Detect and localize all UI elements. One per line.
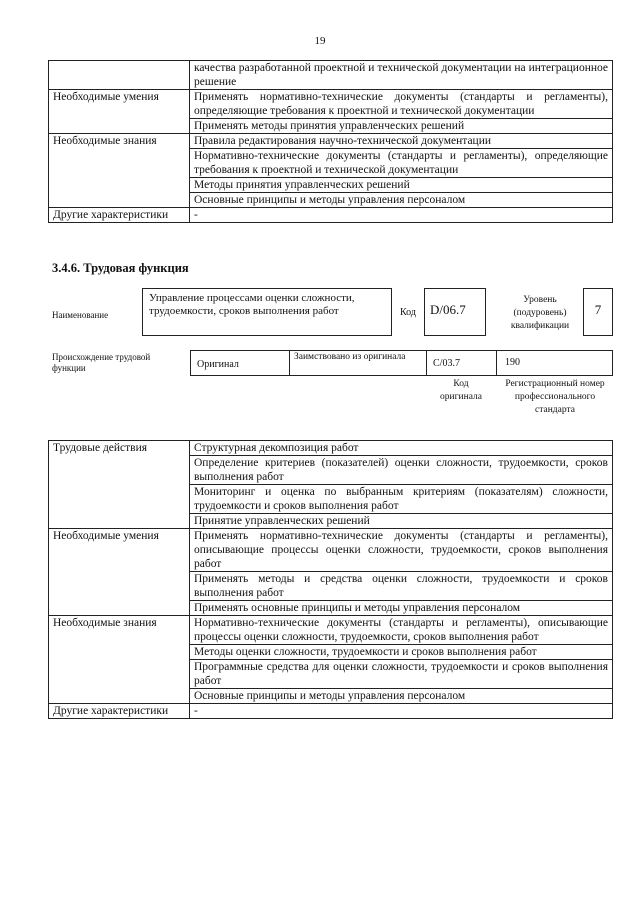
row-label: Необходимые знания — [49, 616, 190, 645]
orig-code-cell — [426, 350, 497, 376]
row-label — [49, 485, 190, 514]
row-value: Методы принятия управленческих решений — [190, 178, 613, 193]
section-title: 3.4.6. Трудовая функция — [52, 261, 189, 275]
function-details-table — [48, 440, 613, 719]
row-label — [49, 61, 190, 90]
origin-label: Происхождение трудовой функции — [52, 352, 151, 373]
table-row — [49, 90, 613, 119]
row-label: Необходимые умения — [49, 90, 190, 119]
row-value: Применять методы и средства оценки сложности, трудоемкости и сроков выполнения работ — [190, 572, 613, 601]
table-row — [49, 645, 613, 660]
level-label: Уровень (подуровень) квалификации — [510, 295, 570, 331]
row-label: Другие характеристики — [49, 208, 190, 223]
table-row — [49, 61, 613, 90]
table-row — [49, 514, 613, 529]
origin-reg-number: 190 — [505, 357, 520, 368]
name-label: Наименование — [52, 310, 109, 320]
table-row — [49, 441, 613, 456]
origin-original: Оригинал — [197, 359, 239, 370]
origin-borrowed: Заимствовано из оригинала — [294, 352, 406, 362]
table-row — [49, 119, 613, 134]
row-value: качества разработанной проектной и технической документации на интеграционное решение — [190, 61, 613, 90]
table-row — [49, 456, 613, 485]
row-value: Применять нормативно-технические документы (стандарты и регламенты), определяющие требования к проектной и технической документации — [190, 90, 613, 119]
page-number: 19 — [314, 35, 326, 47]
row-value: Определение критериев (показателей) оценки сложности, трудоемкости, сроков выполнения работ — [190, 456, 613, 485]
row-label: Другие характеристики — [49, 704, 190, 719]
table-row — [49, 485, 613, 514]
function-code: D/06.7 — [430, 302, 466, 317]
row-label — [49, 178, 190, 193]
code-caption: Код оригинала — [440, 379, 482, 402]
row-label: Трудовые действия — [49, 441, 190, 456]
table-row — [49, 529, 613, 572]
code-box — [424, 288, 486, 336]
table-row — [49, 704, 613, 719]
row-label — [49, 601, 190, 616]
row-label — [49, 660, 190, 689]
row-value: Основные принципы и методы управления персоналом — [190, 689, 613, 704]
row-label: Необходимые умения — [49, 529, 190, 572]
skills-knowledge-table-top — [48, 60, 613, 223]
row-value: Применять нормативно-технические документы (стандарты и регламенты), описывающие процессы оценки сложности, трудоемкости, сроков выполнения работ — [190, 529, 613, 572]
row-label: Необходимые знания — [49, 134, 190, 149]
level-value: 7 — [594, 302, 602, 317]
reg-caption: Регистрационный номер профессионального стандарта — [505, 379, 605, 415]
table-row — [49, 660, 613, 689]
table-row — [49, 616, 613, 645]
row-value: Применять основные принципы и методы управления персоналом — [190, 601, 613, 616]
row-value: Основные принципы и методы управления персоналом — [190, 193, 613, 208]
row-label — [49, 514, 190, 529]
row-label — [49, 456, 190, 485]
row-value: - — [190, 704, 613, 719]
row-label — [49, 119, 190, 134]
level-box — [583, 288, 613, 336]
table-row — [49, 134, 613, 149]
row-value: Программные средства для оценки сложности, трудоемкости и сроков выполнения работ — [190, 660, 613, 689]
row-label — [49, 193, 190, 208]
function-name: Управление процессами оценки сложности, трудоемкости, сроков выполнения работ — [149, 292, 355, 317]
table-row — [49, 572, 613, 601]
table-row — [49, 178, 613, 193]
row-value: Нормативно-технические документы (стандарты и регламенты), описывающие процессы оценки сложности, трудоемкости, сроков выполнения работ — [190, 616, 613, 645]
origin-cell — [190, 350, 290, 376]
row-value: Принятие управленческих решений — [190, 514, 613, 529]
row-label — [49, 645, 190, 660]
row-value: Нормативно-технические документы (стандарты и регламенты), определяющие требования к проектной и технической документации — [190, 149, 613, 178]
row-label — [49, 689, 190, 704]
row-value: Структурная декомпозиция работ — [190, 441, 613, 456]
table-row — [49, 601, 613, 616]
table-row — [49, 208, 613, 223]
row-value: Применять методы принятия управленческих решений — [190, 119, 613, 134]
table-row — [49, 689, 613, 704]
row-value: Методы оценки сложности, трудоемкости и сроков выполнения работ — [190, 645, 613, 660]
table-row — [49, 193, 613, 208]
row-value: - — [190, 208, 613, 223]
row-value: Мониторинг и оценка по выбранным критериям (показателям) сложности, трудоемкости и сроков выполнения работ — [190, 485, 613, 514]
table-row — [49, 149, 613, 178]
borrowed-cell — [289, 350, 427, 376]
origin-code: C/03.7 — [433, 358, 460, 369]
row-value: Правила редактирования научно-технической документации — [190, 134, 613, 149]
name-box — [142, 288, 392, 336]
row-label — [49, 149, 190, 178]
row-label — [49, 572, 190, 601]
code-label: Код — [400, 307, 416, 318]
